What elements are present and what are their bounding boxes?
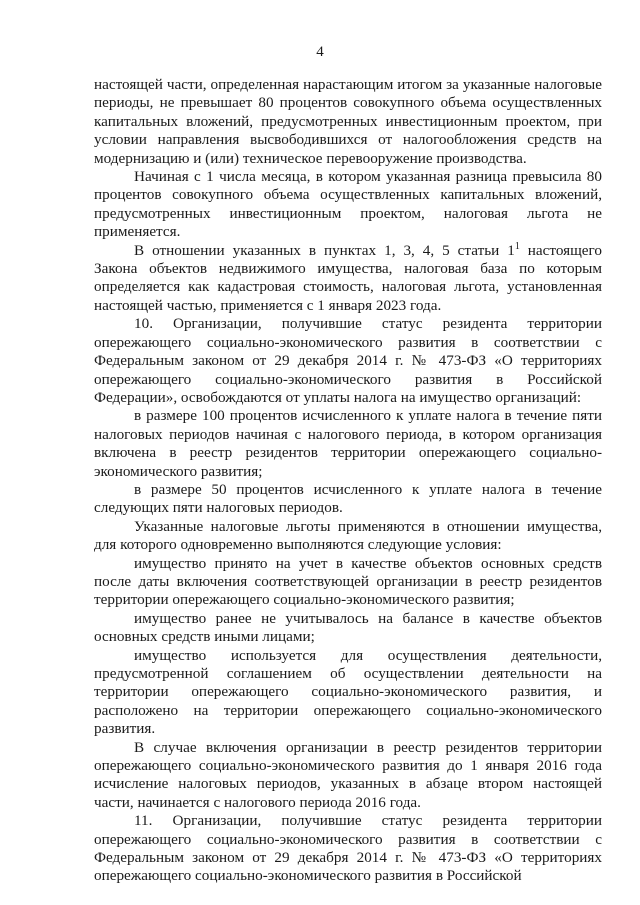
paragraph-text: В отношении указанных в пунктах 1, 3, 4, 5 статьи 1 bbox=[134, 241, 515, 259]
document-body bbox=[94, 76, 602, 886]
paragraph: имущество используется для осуществления деятельности, предусмотренной соглашением об осуществлении деятельности на территории опережающего социально-экономического развития, и расположено на территории опережающего социально-экономического развития. bbox=[94, 646, 602, 738]
superscript: 1 bbox=[514, 240, 520, 252]
paragraph: в размере 50 процентов исчисленного к уплате налога в течение следующих пяти налоговых периодов. bbox=[94, 480, 602, 517]
paragraph: В случае включения организации в реестр резидентов территории опережающего социально-экономического развития до 1 января 2016 года исчисление налоговых периодов, указанных в абзаце втором настоящей части, начинается с налогового периода 2016 года. bbox=[94, 738, 602, 811]
paragraph-cadastral bbox=[94, 242, 602, 316]
paragraph: Указанные налоговые льготы применяются в отношении имущества, для которого одновременно выполняются следующие условия: bbox=[94, 517, 602, 554]
paragraph: в размере 100 процентов исчисленного к уплате налога в течение пяти налоговых периодов начиная с налогового периода, в котором организация включена в реестр резидентов территории опережающего социально-экономического развития; bbox=[94, 407, 602, 480]
page-number: 4 bbox=[316, 44, 324, 60]
paragraph-text: настоящего Закона объектов недвижимого имущества, налоговая база по которым определяется как кадастровая стоимость, налоговая льгота, установленная настоящей частью, применяется с 1 января 2023 года. bbox=[94, 241, 602, 314]
paragraph-item-10: 10. Организации, получившие статус резидента территории опережающего социально-экономического развития в соответствии с Федеральным законом от 29 декабря 2014 г. № 473-ФЗ «О территориях опережающего социально-экономического развития в Российской Федерации», освобождаются от уплаты налога на имущество организаций: bbox=[94, 315, 602, 406]
paragraph: настоящей части, определенная нарастающим итогом за указанные налоговые периоды, не превышает 80 процентов совокупного объема осуществленных капитальных вложений, предусмотренных инвестиционным проектом, при условии направления высвободившихся от налогообложения средств на модернизацию и (или) техническое перевооружение производства. bbox=[94, 76, 602, 167]
paragraph: имущество принято на учет в качестве объектов основных средств после даты включения соответствующей организации в реестр резидентов территории опережающего социально-экономического развития; bbox=[94, 554, 602, 609]
paragraph: имущество ранее не учитывалось на балансе в качестве объектов основных средств иными лицами; bbox=[94, 609, 602, 646]
paragraph-item-11: 11. Организации, получившие статус резидента территории опережающего социально-экономического развития в соответствии с Федеральным законом от 29 декабря 2014 г. № 473-ФЗ «О территориях опережающего социально-экономического развития в Российской bbox=[94, 812, 602, 885]
paragraph: Начиная с 1 числа месяца, в котором указанная разница превысила 80 процентов совокупного объема осуществленных капитальных вложений, предусмотренных инвестиционным проектом, налоговая льгота не применяется. bbox=[94, 168, 602, 241]
